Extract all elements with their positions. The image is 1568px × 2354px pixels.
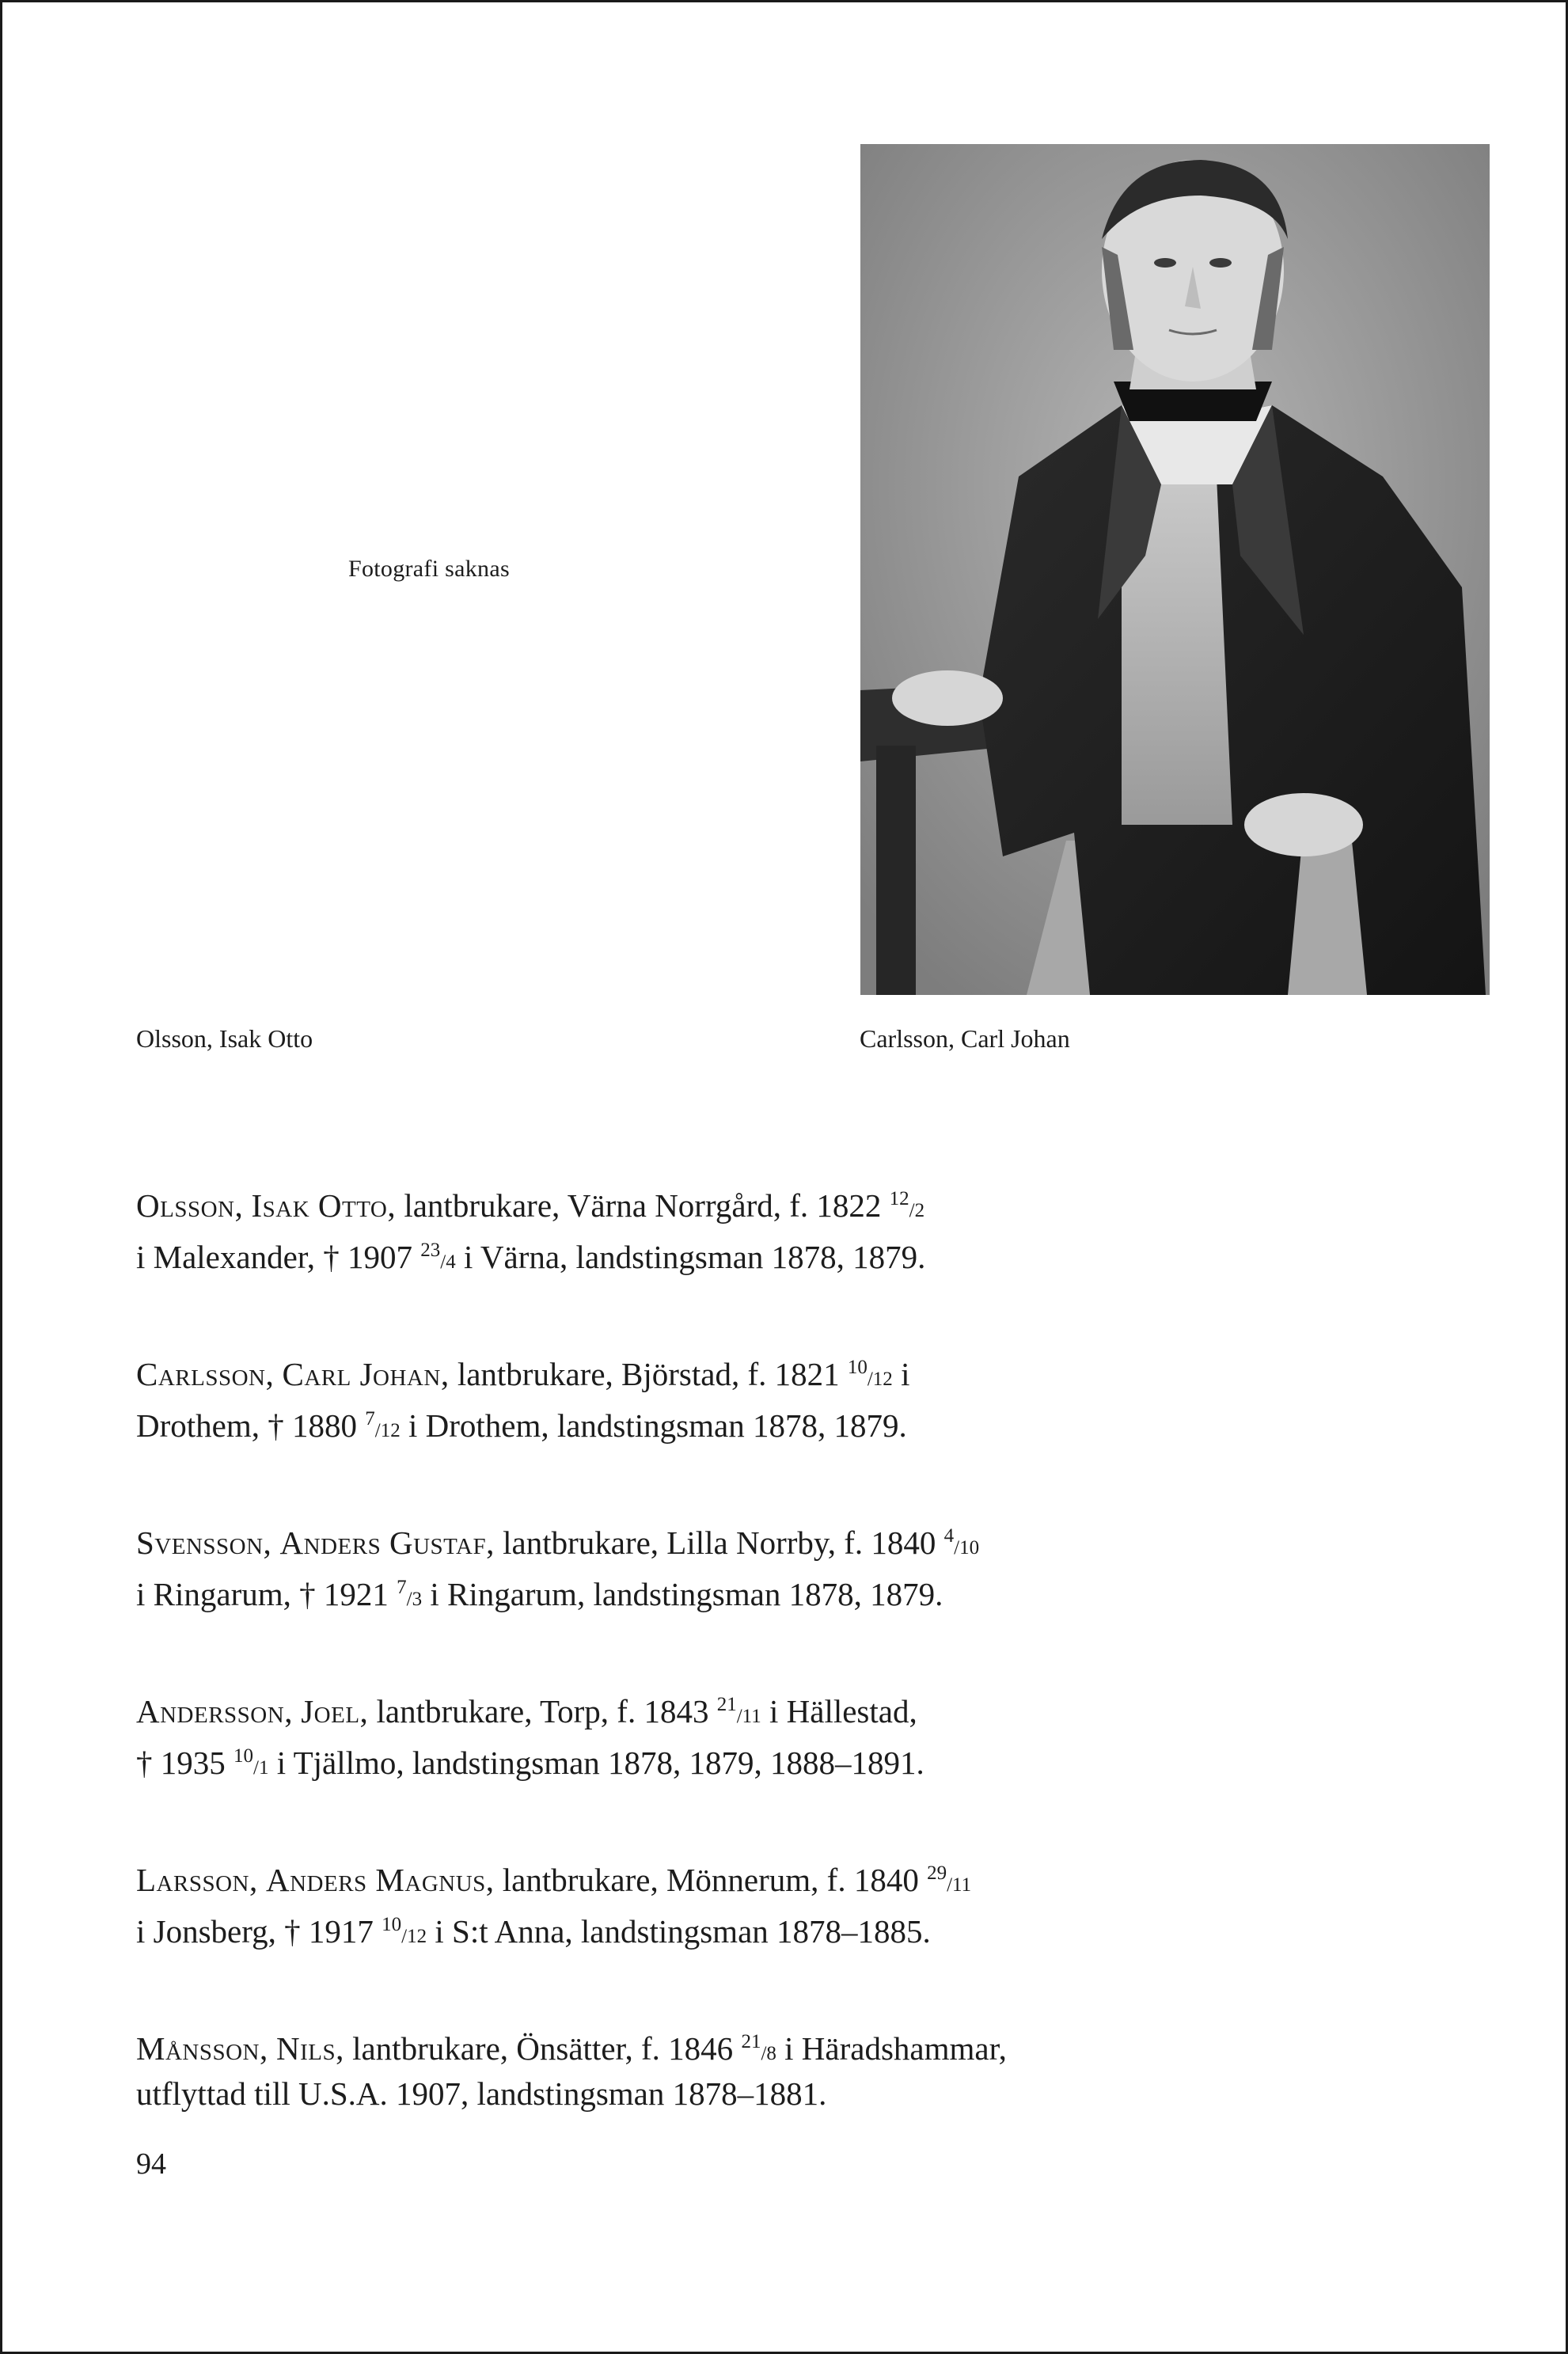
entry-text: i Ringarum, † 1921 <box>136 1576 397 1612</box>
entry-date-day: 7 <box>397 1577 407 1598</box>
entry-text: i Hällestad, <box>761 1693 917 1729</box>
entry-given-names: Anders Gustaf, <box>279 1524 495 1561</box>
entry-given-names: Nils, <box>275 2030 344 2067</box>
entry-text: lantbrukare, Torp, f. 1843 <box>368 1693 717 1729</box>
entry-text: i Malexander, † 1907 <box>136 1239 421 1275</box>
entry-date-month: /12 <box>401 1926 427 1947</box>
entry-surname: Andersson, <box>136 1693 293 1729</box>
entry-svensson <box>136 1517 1434 1619</box>
entry-line-2 <box>136 1905 1434 1957</box>
entry-given-names: Anders Magnus, <box>265 1862 495 1898</box>
entry-andersson <box>136 1685 1434 1788</box>
entry-text: i S:t Anna, landstingsman 1878–1885. <box>427 1913 931 1950</box>
entry-line-1 <box>136 1348 1434 1399</box>
entry-olsson <box>136 1179 1434 1282</box>
entry-surname: Carlsson, <box>136 1356 275 1392</box>
page-number: 94 <box>136 2147 166 2181</box>
entry-given-names: Joel, <box>301 1693 369 1729</box>
entry-text: i Ringarum, landstingsman 1878, 1879. <box>422 1576 943 1612</box>
entry-text: i Tjällmo, landstingsman 1878, 1879, 1888–1891. <box>268 1745 924 1781</box>
entry-date-day: 4 <box>943 1525 955 1547</box>
portrait-illustration <box>860 144 1490 995</box>
entry-text: i Värna, landstingsman 1878, 1879. <box>455 1239 926 1275</box>
entry-text: lantbrukare, Lilla Norrby, f. 1840 <box>494 1524 944 1561</box>
entry-date-day: 21 <box>716 1694 737 1715</box>
entry-line-1 <box>136 1854 1434 1905</box>
entry-text: lantbrukare, Björstad, f. 1821 <box>449 1356 848 1392</box>
entry-text: i <box>892 1356 910 1392</box>
entry-line-1 <box>136 2022 1434 2074</box>
entry-date-month: /12 <box>867 1369 893 1390</box>
portrait-photo <box>860 144 1490 995</box>
entry-text: lantbrukare, Önsätter, f. 1846 <box>344 2030 742 2067</box>
entry-text: † 1935 <box>136 1745 233 1781</box>
entry-carlsson <box>136 1348 1434 1451</box>
entry-date-day: 23 <box>420 1240 441 1261</box>
entry-date-month: /8 <box>761 2043 776 2064</box>
entry-date-day: 10 <box>382 1914 402 1935</box>
entry-given-names: Carl Johan, <box>282 1356 450 1392</box>
entry-line-1 <box>136 1685 1434 1737</box>
entry-text: i Drothem, landstingsman 1878, 1879. <box>400 1407 907 1444</box>
entry-date-month: /11 <box>736 1706 761 1727</box>
entry-date-day: 29 <box>927 1862 947 1884</box>
entry-surname: Larsson, <box>136 1862 258 1898</box>
caption-carlsson: Carlsson, Carl Johan <box>860 1024 1070 1053</box>
entry-date-day: 7 <box>365 1408 375 1429</box>
caption-olsson: Olsson, Isak Otto <box>136 1024 313 1053</box>
entry-line-2 <box>136 1399 1434 1451</box>
entry-text: Drothem, † 1880 <box>136 1407 366 1444</box>
entry-line-2 <box>136 1568 1434 1619</box>
entry-surname: Månsson, <box>136 2030 268 2067</box>
entry-line-2 <box>136 1231 1434 1282</box>
entry-date-month: /2 <box>909 1200 925 1221</box>
entry-line-2 <box>136 1737 1434 1788</box>
entry-surname: Olsson, <box>136 1187 244 1224</box>
entry-date-month: /4 <box>440 1251 456 1273</box>
entry-text: i Häradshammar, <box>776 2030 1007 2067</box>
entry-text: utflyttad till U.S.A. 1907, landstingsman 1878–1881. <box>136 2075 827 2112</box>
entry-larsson <box>136 1854 1434 1957</box>
entry-line-2 <box>136 2074 1434 2113</box>
entry-date-month: /10 <box>954 1537 980 1559</box>
entry-given-names: Isak Otto, <box>251 1187 397 1224</box>
entry-date-month: /11 <box>947 1874 972 1896</box>
entry-date-day: 10 <box>233 1745 253 1767</box>
entry-date-day: 12 <box>889 1188 909 1209</box>
entry-text: i Jonsberg, † 1917 <box>136 1913 382 1950</box>
entry-date-day: 21 <box>741 2031 761 2052</box>
entry-date-month: /12 <box>374 1420 401 1441</box>
entry-date-day: 10 <box>847 1357 868 1378</box>
entry-mansson <box>136 2022 1434 2113</box>
entry-date-month: /1 <box>253 1757 269 1779</box>
entry-text: lantbrukare, Värna Norrgård, f. 1822 <box>396 1187 890 1224</box>
entry-line-1 <box>136 1179 1434 1231</box>
entry-text: lantbrukare, Mönnerum, f. 1840 <box>494 1862 928 1898</box>
entry-date-month: /3 <box>406 1589 423 1610</box>
entry-line-1 <box>136 1517 1434 1568</box>
missing-photo-note: Fotografi saknas <box>348 556 510 582</box>
entry-surname: Svensson, <box>136 1524 272 1561</box>
